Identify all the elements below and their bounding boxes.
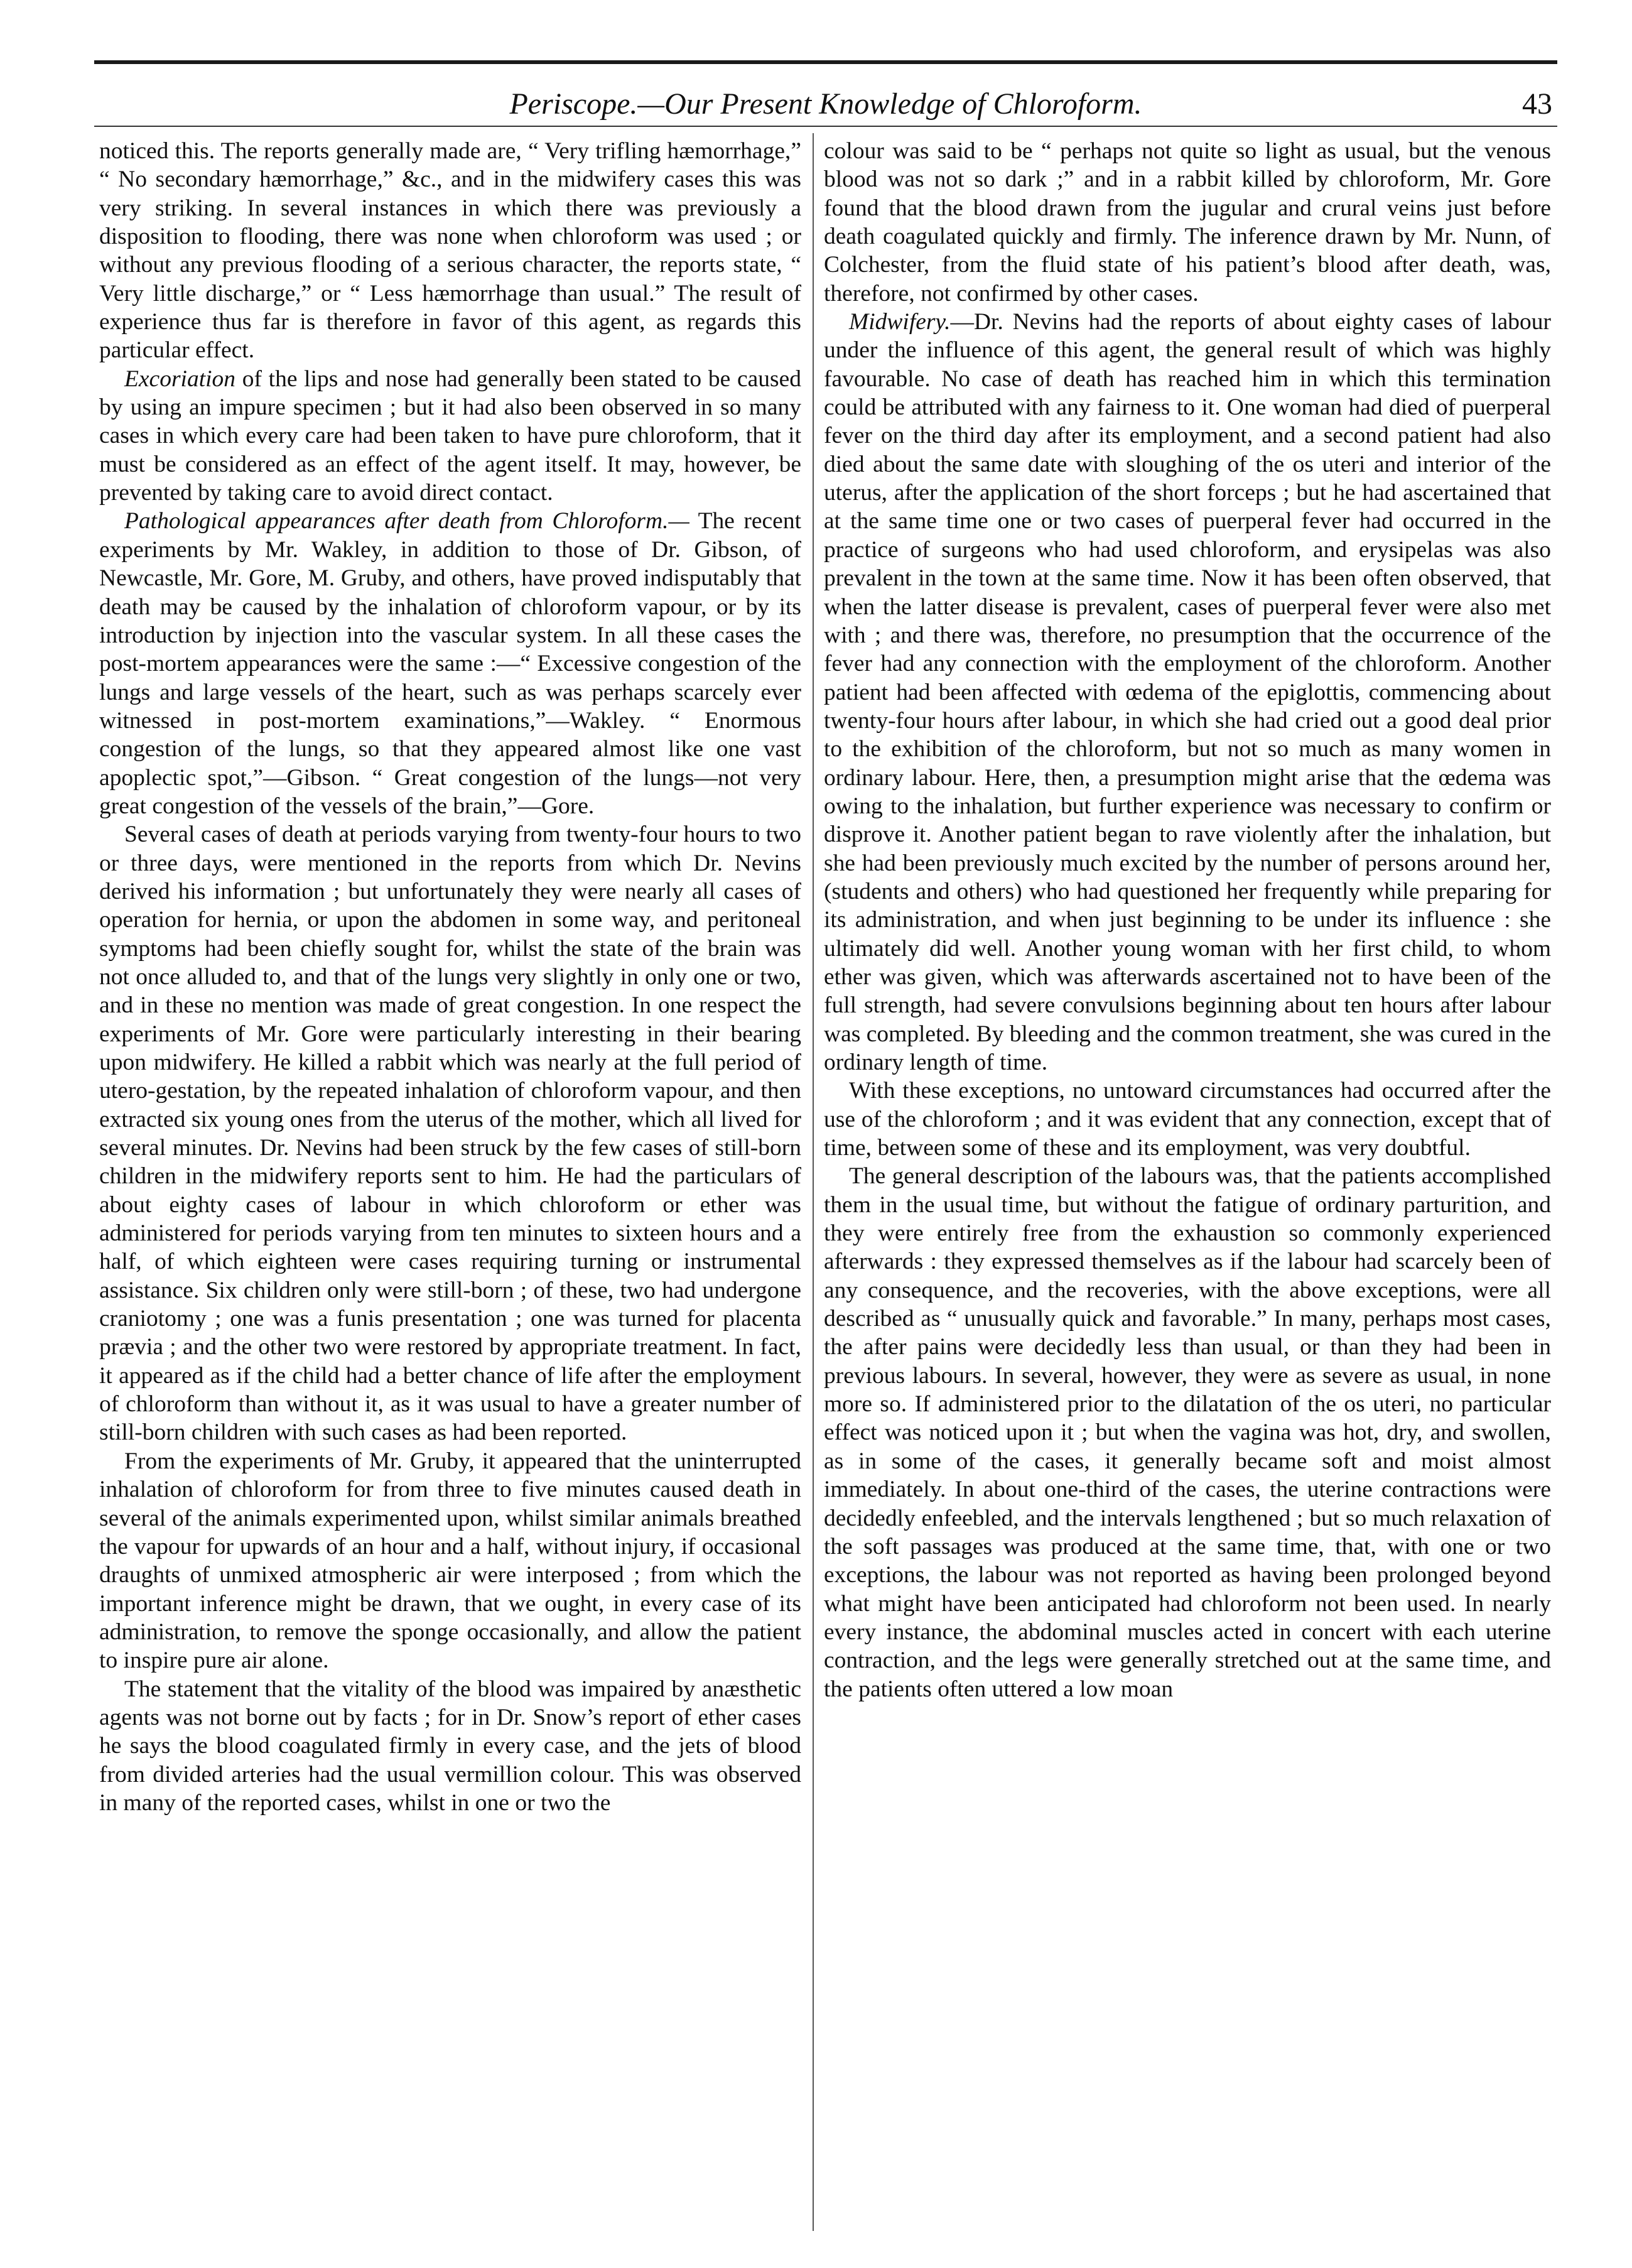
paragraph [99, 137, 801, 365]
paragraph [824, 1077, 1551, 1162]
header-rule [94, 126, 1557, 127]
paragraph-text: colour was said to be “ perhaps not quite so light as usual, but the venous blood was not so dark ;” and in a rabbit killed by chloroform, Mr. Gore found that the blood drawn from the jugular and crural veins just before death coagulated quickly and firmly. The inference drawn by Mr. Nunn, of Colchester, from the fluid state of his patient’s blood after death, was, therefore, not confirmed by other cases. [824, 138, 1551, 307]
paragraph-text: With these exceptions, no untoward circumstances had occurred after the use of the chloroform ; and it was evident that any connection, except that of time, between some of these and its employment, was very doubtful. [824, 1078, 1551, 1161]
paragraph-text: From the experiments of Mr. Gruby, it appeared that the uninterrupted inhalation of chloroform for from three to five minutes caused death in several of the animals experimented upon, whilst similar animals breathed the vapour for upwards of an hour and a half, without injury, if occasional draughts of unmixed atmospheric air were interposed ; from which the important inference might be drawn, that we ought, in every case of its administration, to remove the sponge occasionally, and allow the patient to inspire pure air alone. [99, 1448, 801, 1674]
column-divider [813, 133, 814, 2231]
paragraph-text: Several cases of death at periods varying from twenty-four hours to two or three days, were mentioned in the reports from which Dr. Nevins derived his information ; but unfortunately they were nearly all cases of operation for hernia, or upon the abdomen in some way, and peritoneal symptoms had been chiefly sought for, whilst the state of the brain was not once alluded to, and that of the lungs very slightly in only one or two, and in these no mention was made of great congestion. In one respect the experiments of Mr. Gore were particularly interesting in their bearing upon midwifery. He killed a rabbit which was nearly at the full period of utero-gestation, by the repeated inhalation of chloroform vapour, and then extracted six young ones from the uterus of the mother, which all lived for several minutes. Dr. Nevins had been struck by the few cases of still-born children in the midwifery reports sent to him. He had the particulars of about eighty cases of labour in which chloroform or ether was administered for periods varying from ten minutes to sixteen hours and a half, of which eighteen were cases requiring turning or instrumental assistance. Six children only were still-born ; of these, two had undergone craniotomy ; one was a funis presentation ; one was turned for placenta prævia ; and the other two were restored by appropriate treatment. In fact, it appeared as if the child had a better chance of life after the employment of chloroform than without it, as it was usual to have a greater number of still-born children with such cases as had been reported. [99, 822, 801, 1446]
paragraph [99, 507, 801, 820]
paragraph-lead: Pathological appearances after death from Chloroform.— [124, 508, 689, 534]
paragraph [99, 365, 801, 507]
paragraph [824, 137, 1551, 308]
paragraph-lead: Midwifery. [849, 309, 951, 335]
paragraph [99, 1447, 801, 1675]
running-header [94, 82, 1557, 127]
right-column [824, 137, 1551, 2228]
paragraph-lead: Excoriation [124, 366, 236, 392]
paragraph-text: The statement that the vitality of the blood was impaired by anæsthetic agents was not borne out by facts ; for in Dr. Snow’s report of ether cases he says the blood coagulated firmly in every case, and the jets of blood from divided arteries had the usual vermillion colour. This was observed in many of the reported cases, whilst in one or two the [99, 1676, 801, 1816]
running-title: Periscope.—Our Present Knowledge of Chloroform. [509, 87, 1142, 121]
left-column [99, 137, 801, 2228]
paragraph [824, 308, 1551, 1077]
paragraph-text: The general description of the labours was, that the patients accomplished them in the usual time, but without the fatigue of ordinary parturition, and they were entirely free from the exhaustion so commonly experienced afterwards : they expressed themselves as if the labour had scarcely been of any consequence, and the recoveries, with the above exceptions, were all described as “ unusually quick and favorable.” In many, perhaps most cases, the after pains were decidedly less than usual, or than they had been in previous labours. In several, however, they were as severe as usual, in none more so. If administered prior to the dilatation of the os uteri, no particular effect was noticed upon it ; but when the vagina was hot, dry, and swollen, as in some of the cases, it generally became soft and moist almost immediately. In about one-third of the cases, the uterine contractions were decidedly enfeebled, and the intervals lengthened ; but so much relaxation of the soft passages was produced at the same time, that, with one or two exceptions, the labour was not reported as having been prolonged beyond what might have been anticipated had chloroform not been used. In nearly every instance, the abdominal muscles acted in concert with each uterine contraction, and the legs were generally stretched out at the same time, and the patients often uttered a low moan [824, 1163, 1551, 1702]
paragraph [99, 1675, 801, 1818]
page-number: 43 [1522, 87, 1552, 121]
paragraph-text: noticed this. The reports generally made are, “ Very trifling hæmorrhage,” “ No secondary hæmorrhage,” &c., and in the midwifery cases this was very striking. In several instances in which there was previously a disposition to flooding, there was none when chloroform was used ; or without any previous flooding of a serious character, the reports state, “ Very little discharge,” or “ Less hæmorrhage than usual.” The result of experience thus far is therefore in favor of this agent, as regards this particular effect. [99, 138, 801, 364]
paragraph [824, 1162, 1551, 1703]
paragraph-text: The recent experiments by Mr. Wakley, in addition to those of Dr. Gibson, of Newcastle, Mr. Gore, M. Gruby, and others, have proved indisputably that death may be caused by the inhalation of chloroform vapour, or by its introduction by injection into the vascular system. In all these cases the post-mortem appearances were the same :—“ Excessive congestion of the lungs and large vessels of the heart, such as was perhaps scarcely ever witnessed in post-mortem examinations,”—Wakley. “ Enormous congestion of the lungs, so that they appeared almost like one vast apoplectic spot,”—Gibson. “ Great congestion of the lungs—not very great congestion of the vessels of the brain,”—Gore. [99, 508, 801, 819]
paragraph-text: —Dr. Nevins had the reports of about eighty cases of labour under the influence of this agent, the general result of which was highly favourable. No case of death has reached him in which this termination could be attributed with any fairness to it. One woman had died of puerperal fever on the third day after its employment, and a second patient had also died about the same date with sloughing of the os uteri and interior of the uterus, after the application of the short forceps ; but he had ascertained that at the same time one or two cases of puerperal fever had occurred in the practice of surgeons who had used chloroform, and erysipelas was also prevalent in the town at the same time. Now it has been often observed, that when the latter disease is prevalent, cases of puerperal fever were also met with ; and there was, therefore, no presumption that the occurrence of the fever had any connection with the employment of the chloroform. Another patient had been affected with œdema of the epiglottis, commencing about twenty-four hours after labour, in which she had cried out a good deal prior to the exhibition of the chloroform, but not so much as many women in ordinary labour. Here, then, a presumption might arise that the œdema was owing to the inhalation, but further experience was necessary to confirm or disprove it. Another patient began to rave violently after the inhalation, but she had been previously much excited by the number of persons around her, (students and others) who had questioned her frequently while preparing for its administration, and when just beginning to be under its influence : she ultimately did well. Another young woman with her first child, to whom ether was given, which was afterwards ascertained not to have been of the full strength, had severe convulsions beginning about ten hours after labour was completed. By bleeding and the common treatment, she was cured in the ordinary length of time. [824, 309, 1551, 1075]
paragraph-text: of the lips and nose had generally been stated to be caused by using an impure specimen ; but it had also been observed in so many cases in which every care had been taken to have pure chloroform, that it must be considered as an effect of the agent itself. It may, however, be prevented by taking care to avoid direct contact. [99, 366, 801, 506]
top-rule [94, 60, 1557, 64]
paragraph [99, 820, 801, 1447]
